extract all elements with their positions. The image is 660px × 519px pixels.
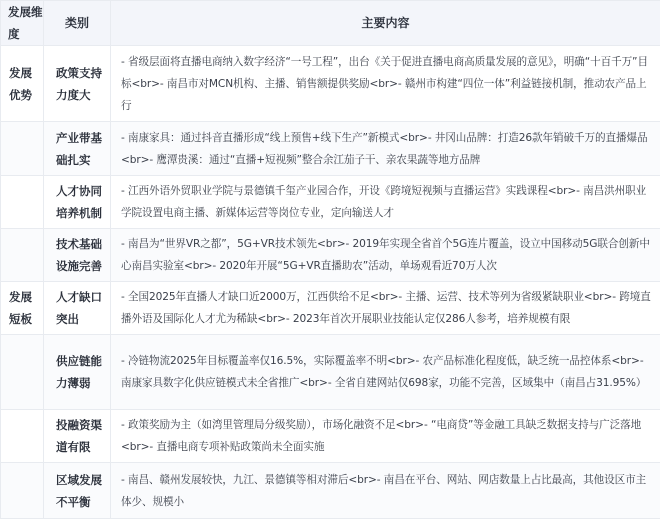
category-cell: 供应链能力薄弱 [44, 335, 111, 410]
category-cell: 人才缺口突出 [44, 282, 111, 335]
category-cell: 区域发展不平衡 [44, 463, 111, 519]
table-row [1, 410, 660, 463]
table-row [1, 282, 660, 335]
header-category: 类别 [44, 1, 111, 46]
dimension-cell [1, 463, 44, 519]
dimension-cell [1, 122, 44, 176]
category-cell: 政策支持力度大 [44, 46, 111, 122]
content-cell: - 南昌为“世界VR之都”，5G+VR技术领先<br>- 2019年实现全省首个5G连片覆盖，设立中国移动5G联合创新中心南昌实验室<br>- 2020年开展“5G+VR直播助农”活动，单场观看近70万人次 [111, 229, 660, 282]
dimension-cell [1, 410, 44, 463]
table-row [1, 335, 660, 410]
content-cell: - 江西外语外贸职业学院与景德镇千玺产业园合作，开设《跨境短视频与直播运营》实践课程<br>- 南昌洪州职业学院设置电商主播、新媒体运营等岗位专业，定向输送人才 [111, 176, 660, 229]
table-row [1, 463, 660, 519]
table-row [1, 176, 660, 229]
category-cell: 人才协同培养机制 [44, 176, 111, 229]
header-row [1, 1, 660, 46]
content-cell: - 全国2025年直播人才缺口近2000万，江西供给不足<br>- 主播、运营、技术等列为省级紧缺职业<br>- 跨境直播外语及国际化人才尤为稀缺<br>- 2023年首次开展职业技能认定仅286人参考，培养规模有限 [111, 282, 660, 335]
content-cell: - 南昌、赣州发展较快，九江、景德镇等相对滞后<br>- 南昌在平台、网站、网店数量上占比最高，其他设区市主体少、规模小 [111, 463, 660, 519]
content-cell: - 省级层面将直播电商纳入数字经济“一号工程”，出台《关于促进直播电商高质量发展的意见》，明确“十百千万”目标<br>- 南昌市对MCN机构、主播、销售额提供奖励<br>- 赣州市构建“四位一体”利益链接机制，推动农产品上行 [111, 46, 660, 122]
category-cell: 产业带基础扎实 [44, 122, 111, 176]
dimension-cell: 发展优势 [1, 46, 44, 122]
content-cell: - 冷链物流2025年目标覆盖率仅16.5%，实际覆盖率不明<br>- 农产品标准化程度低，缺乏统一品控体系<br>- 南康家具数字化供应链模式未全省推广<br>- 全省自建网站仅698家，功能不完善，区域集中（南昌占31.95%） [111, 335, 660, 410]
header-content: 主要内容 [111, 1, 660, 46]
category-cell: 技术基础设施完善 [44, 229, 111, 282]
header-dimension: 发展维度 [1, 1, 44, 46]
table-row [1, 46, 660, 122]
content-cell: - 南康家具：通过抖音直播形成“线上预售+线下生产”新模式<br>- 井冈山品牌：打造26款年销破千万的直播爆品<br>- 鹰潭贵溪：通过“直播+短视频”整合余江茄子干、亲农果蔬等地方品牌 [111, 122, 660, 176]
table-row [1, 122, 660, 176]
content-cell: - 政策奖励为主（如湾里管理局分级奖励），市场化融资不足<br>- “电商贷”等金融工具缺乏数据支持与广泛落地<br>- 直播电商专项补贴政策尚未全面实施 [111, 410, 660, 463]
dimension-cell [1, 335, 44, 410]
table-row [1, 229, 660, 282]
category-cell: 投融资渠道有限 [44, 410, 111, 463]
dimension-cell [1, 176, 44, 229]
dimension-cell: 发展短板 [1, 282, 44, 335]
dimension-cell [1, 229, 44, 282]
